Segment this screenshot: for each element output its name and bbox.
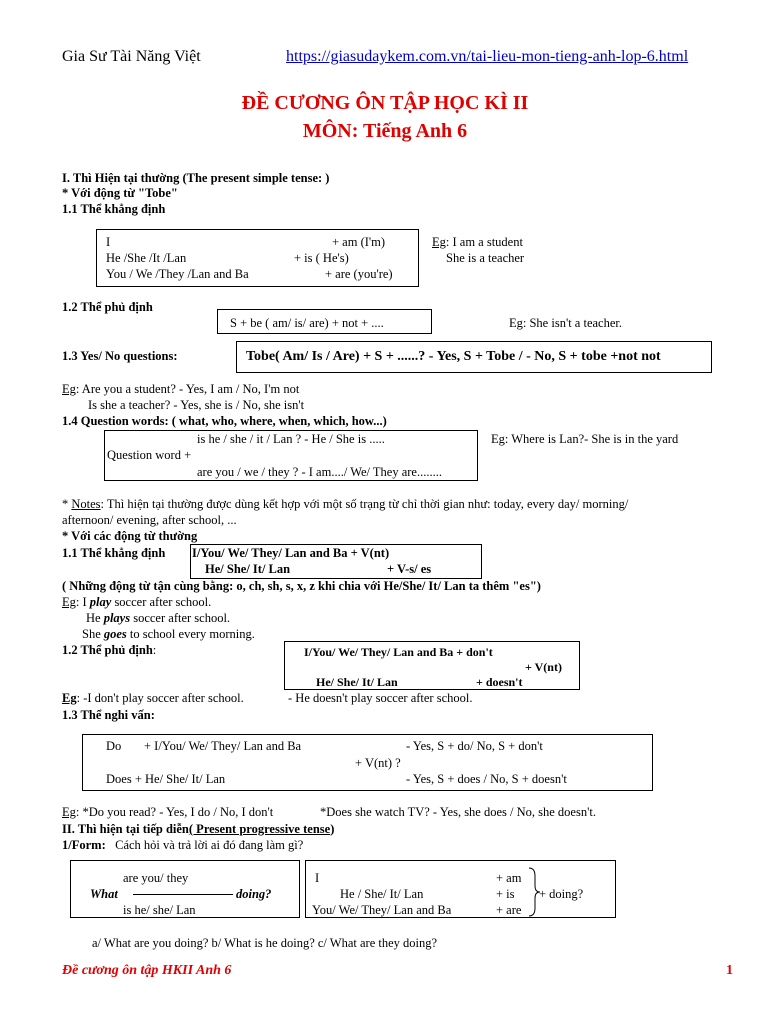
verb-neg-line-1: I/You/ We/ They/ Lan and Ba + don't	[304, 645, 493, 659]
verb-am: + am (I'm)	[332, 235, 386, 249]
yes-no-formula: Tobe( Am/ Is / Are) + S + ......? - Yes, S + Tobe / - No, S + tobe +not not	[246, 349, 661, 364]
q-do: Do	[106, 739, 122, 753]
section-1-heading: I. Thì Hiện tại thường (The present simple tense: )	[62, 171, 330, 185]
negative-formula: S + be ( am/ is/ are) + not + ....	[230, 316, 384, 330]
q-do-answer: - Yes, S + do/ No, S + don't	[406, 739, 543, 753]
example-3b: He plays soccer after school.	[86, 611, 231, 625]
example-2a: Eg: Are you a student? - Yes, I am / No, I'm not	[62, 382, 300, 396]
es-rule: ( Những động từ tận cùng bằng: o, ch, sh, s, x, z khi chia với He/She/ It/ Lan ta thêm "es")	[62, 579, 541, 593]
ans-is: + is	[496, 887, 515, 901]
what-top: are you/ they	[123, 871, 189, 885]
qw-example: Eg: Where is Lan?- She is in the yard	[491, 432, 679, 446]
example-1a: Eg: I am a student	[432, 235, 523, 249]
affirmative-heading: 1.1 Thể khẳng định	[62, 202, 166, 216]
verb-aff-line-2a: He/ She/ It/ Lan	[205, 562, 291, 576]
verb-aff-line-2b: + V-s/ es	[387, 562, 432, 576]
example-5b: *Does she watch TV? - Yes, she does / No, she doesn't.	[320, 805, 596, 819]
tobe-heading: * Với động từ "Tobe"	[62, 186, 178, 200]
example-1b: She is a teacher	[446, 251, 525, 265]
example-3c: She goes to school every morning.	[82, 627, 255, 641]
section-2-heading: II. Thì hiện tại tiếp diễn( Present progressive tense)	[62, 822, 335, 836]
negative-example: Eg: She isn't a teacher.	[509, 316, 622, 330]
footer-title: Đề cương ôn tập HKII Anh 6	[62, 963, 232, 978]
q-vnt: + V(nt) ?	[355, 756, 401, 770]
yes-no-heading: 1.3 Yes/ No questions:	[62, 349, 178, 363]
subject-i: I	[106, 235, 111, 249]
ans-doing: + doing?	[539, 887, 584, 901]
qw-line-1: is he / she / it / Lan ? - He / She is .....	[197, 432, 385, 446]
q-does-answer: - Yes, S + does / No, S + doesn't	[406, 772, 567, 786]
examples-line: a/ What are you doing? b/ What is he doing? c/ What are they doing?	[92, 936, 438, 950]
verb-is: + is ( He's)	[294, 251, 349, 265]
q-does: Does + He/ She/ It/ Lan	[106, 772, 226, 786]
verb-aff-line-1: I/You/ We/ They/ Lan and Ba + V(nt)	[192, 546, 390, 560]
verb-are: + are (you're)	[325, 267, 393, 281]
example-2b: Is she a teacher? - Yes, she is / No, she isn't	[88, 398, 305, 412]
ans-i: I	[315, 871, 320, 885]
qw-label: Question word +	[107, 448, 192, 462]
example-5a: Eg: *Do you read? - Yes, I do / No, I don't	[62, 805, 274, 819]
notes-line-2: afternoon/ evening, after school, ...	[62, 513, 237, 527]
ans-you: You/ We/ They/ Lan and Ba	[312, 903, 452, 917]
ans-he: He / She/ It/ Lan	[340, 887, 424, 901]
header-link[interactable]: https://giasudaykem.com.vn/tai-lieu-mon-tieng-anh-lop-6.html	[286, 48, 689, 65]
ordinary-verbs-heading: * Với các động từ thường	[62, 529, 198, 543]
notes-line-1: * Notes: Thì hiện tại thường được dùng kết hợp với một số trạng từ chỉ thời gian như: today, every day/ morning/	[62, 497, 629, 511]
affirmative-heading-2: 1.1 Thể khẳng định	[62, 546, 166, 560]
ans-am: + am	[496, 871, 522, 885]
doc-title: ĐỀ CƯƠNG ÔN TẬP HỌC KÌ II	[241, 92, 529, 114]
ans-are: + are	[496, 903, 522, 917]
example-4a: Eg: -I don't play soccer after school.	[62, 691, 244, 705]
what-word: What	[90, 887, 118, 901]
verb-neg-line-3b: + doesn't	[476, 675, 523, 689]
subject-you: You / We /They /Lan and Ba	[106, 267, 249, 281]
negative-heading-2: 1.2 Thể phủ định:	[62, 643, 157, 657]
question-words-heading: 1.4 Question words: ( what, who, where, when, which, how...)	[62, 414, 387, 428]
verb-neg-line-2: + V(nt)	[525, 660, 562, 674]
example-4b: - He doesn't play soccer after school.	[288, 691, 473, 705]
qw-line-2: are you / we / they ? - I am..../ We/ They are........	[197, 465, 442, 479]
page-number: 1	[726, 963, 733, 978]
what-bottom: is he/ she/ Lan	[123, 903, 196, 917]
example-3a: Eg: I play soccer after school.	[62, 595, 212, 609]
q-do-subject: + I/You/ We/ They/ Lan and Ba	[144, 739, 302, 753]
form-line: 1/Form: Cách hỏi và trả lời ai đó đang làm gì?	[62, 838, 304, 852]
negative-heading: 1.2 Thể phủ định	[62, 300, 153, 314]
doc-subtitle: MÔN: Tiếng Anh 6	[302, 120, 468, 142]
what-divider	[133, 894, 233, 895]
verb-neg-line-3a: He/ She/ It/ Lan	[316, 675, 398, 689]
question-heading: 1.3 Thể nghi vấn:	[62, 708, 155, 722]
site-name: Gia Sư Tài Năng Việt	[62, 48, 201, 65]
subject-he: He /She /It /Lan	[106, 251, 187, 265]
what-doing: doing?	[236, 887, 272, 901]
